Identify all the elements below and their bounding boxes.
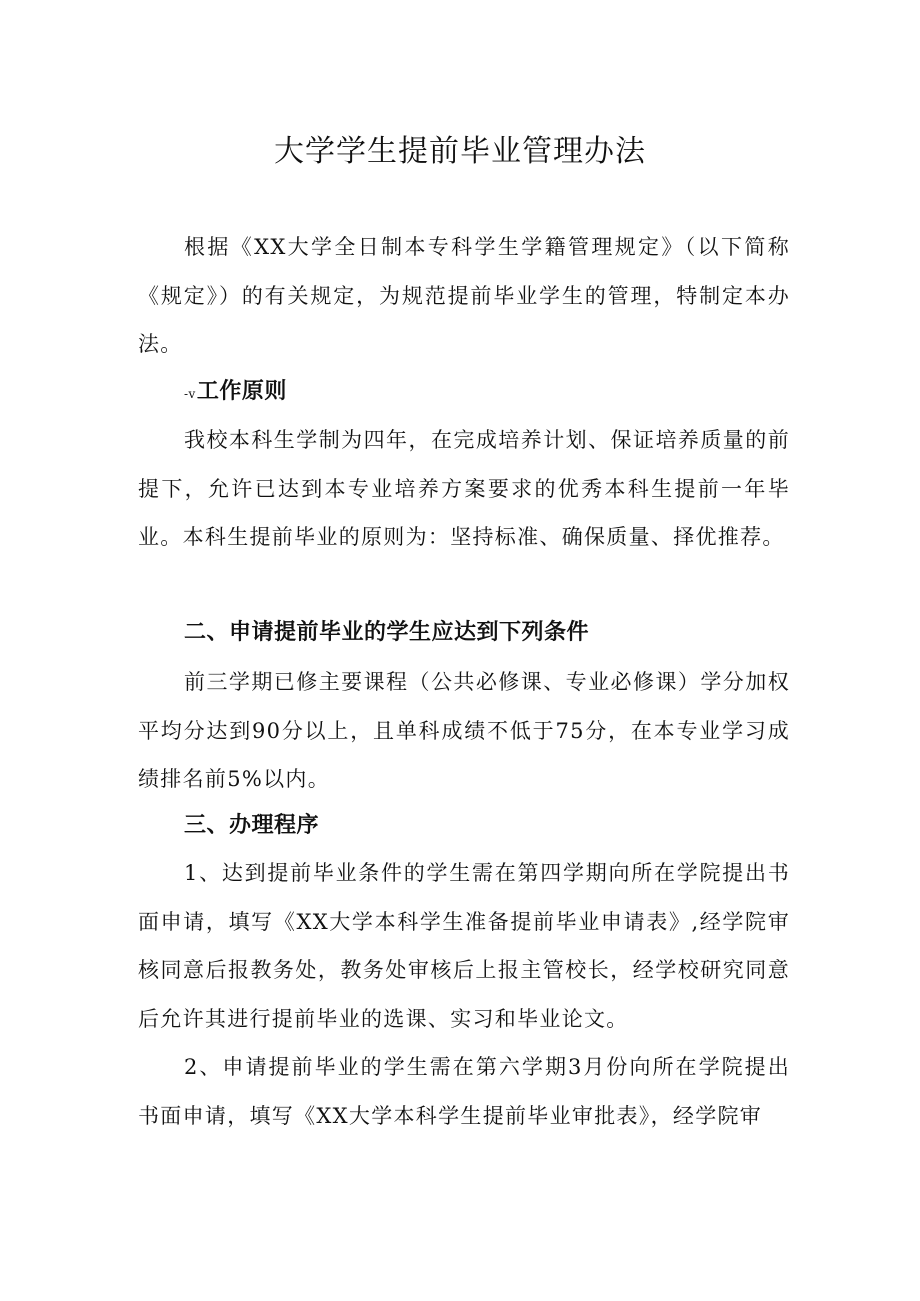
section-3-item-2: 2、申请提前毕业的学生需在第六学期3月份向所在学院提出书面申请，填写《XX大学本科学生提前毕业审批表》，经学院审 [138, 1055, 790, 1128]
intro-paragraph: 根据《XX大学全日制本专科学生学籍管理规定》（以下简称《规定》）的有关规定，为规范提前毕业学生的管理，特制定本办法。 [138, 235, 790, 356]
section-1-heading [184, 372, 790, 414]
section-2-heading: 二、申请提前毕业的学生应达到下列条件 [184, 620, 590, 645]
section-3-item-1: 1、达到提前毕业条件的学生需在第四学期向所在学院提出书面申请，填写《XX大学本科学生准备提前毕业申请表》,经学院审核同意后报教务处，教务处审核后上报主管校长，经学校研究同意后允许其进行提前毕业的选课、实习和毕业论文。 [138, 861, 790, 1031]
section-2-body: 前三学期已修主要课程（公共必修课、专业必修课）学分加权平均分达到90分以上，且单科成绩不低于75分，在本专业学习成绩排名前5%以内。 [138, 670, 790, 791]
section-1-marker: -v [184, 387, 196, 401]
section-1-body: 我校本科生学制为四年，在完成培养计划、保证培养质量的前提下，允许已达到本专业培养方案要求的优秀本科生提前一年毕业。本科生提前毕业的原则为：坚持标准、确保质量、择优推荐。 [138, 428, 790, 549]
document-title: 大学学生提前毕业管理办法 [274, 134, 646, 169]
section-3-heading: 三、办理程序 [184, 813, 320, 838]
section-1-heading-text: 工作原则 [196, 379, 287, 404]
